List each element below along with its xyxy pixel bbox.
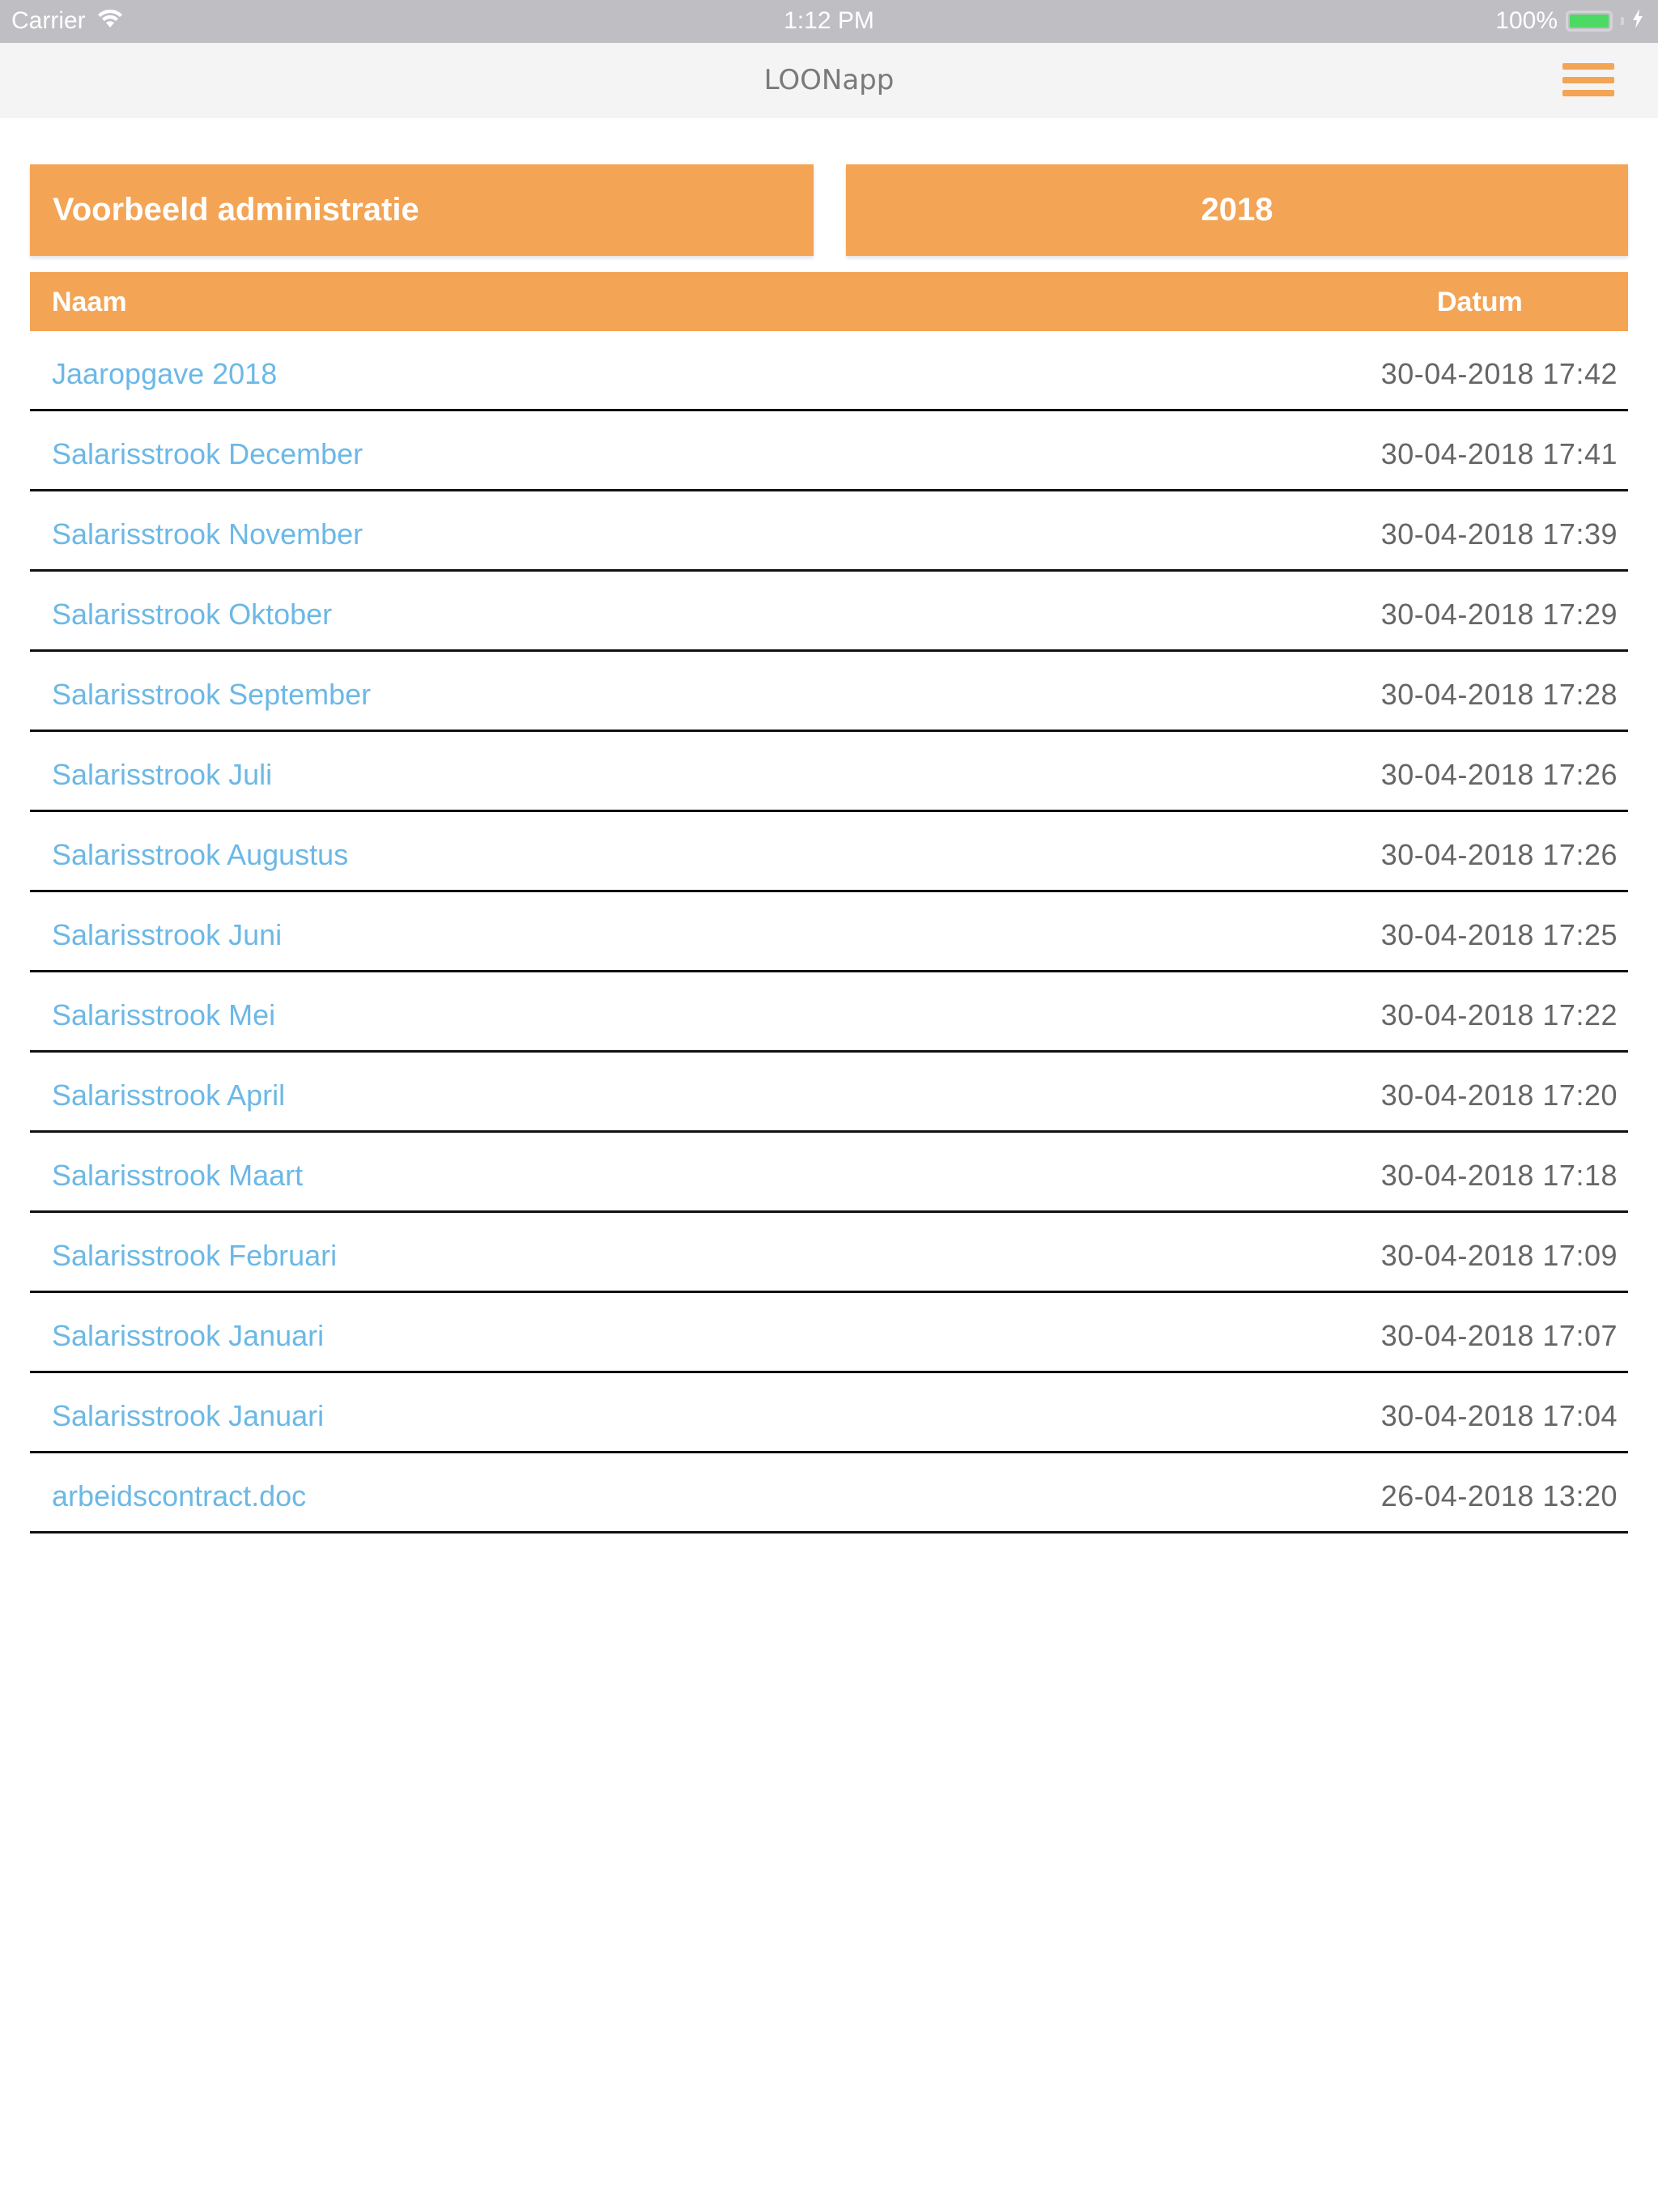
document-date: 30-04-2018 17:28 bbox=[1380, 678, 1618, 711]
table-row[interactable] bbox=[30, 652, 1628, 732]
document-date: 30-04-2018 17:29 bbox=[1380, 598, 1618, 631]
battery-group bbox=[1495, 7, 1643, 35]
document-date: 30-04-2018 17:20 bbox=[1380, 1078, 1618, 1112]
app-title: LOONapp bbox=[763, 64, 895, 96]
document-name[interactable]: Salarisstrook Juni bbox=[52, 918, 283, 951]
document-name[interactable]: Jaaropgave 2018 bbox=[52, 357, 278, 390]
document-date: 30-04-2018 17:26 bbox=[1380, 838, 1618, 871]
battery-nub bbox=[1621, 17, 1624, 25]
column-header-name[interactable]: Naam bbox=[52, 287, 127, 317]
document-name[interactable]: Salarisstrook November bbox=[52, 517, 363, 551]
table-row[interactable] bbox=[30, 331, 1628, 411]
table-row[interactable] bbox=[30, 1213, 1628, 1293]
table-row[interactable] bbox=[30, 1373, 1628, 1453]
table-row[interactable] bbox=[30, 491, 1628, 572]
navigation-bar bbox=[0, 43, 1658, 118]
hamburger-menu-icon[interactable] bbox=[1562, 63, 1615, 99]
document-name[interactable]: Salarisstrook Januari bbox=[52, 1319, 325, 1352]
document-name[interactable]: Salarisstrook Oktober bbox=[52, 598, 333, 631]
table-row[interactable] bbox=[30, 1453, 1628, 1534]
document-name[interactable]: Salarisstrook September bbox=[52, 678, 372, 711]
document-date: 30-04-2018 17:41 bbox=[1380, 437, 1618, 470]
document-name[interactable]: Salarisstrook Maart bbox=[52, 1159, 304, 1192]
document-date: 26-04-2018 13:20 bbox=[1380, 1479, 1618, 1512]
bolt-icon bbox=[1632, 7, 1643, 35]
document-list bbox=[30, 331, 1628, 1534]
table-row[interactable] bbox=[30, 972, 1628, 1053]
table-row[interactable] bbox=[30, 1133, 1628, 1213]
document-date: 30-04-2018 17:18 bbox=[1380, 1159, 1618, 1192]
table-header bbox=[30, 272, 1628, 331]
document-name[interactable]: Salarisstrook Juli bbox=[52, 758, 273, 791]
document-date: 30-04-2018 17:42 bbox=[1380, 357, 1618, 390]
carrier-label: Carrier bbox=[11, 7, 86, 34]
document-date: 30-04-2018 17:39 bbox=[1380, 517, 1618, 551]
column-header-date[interactable]: Datum bbox=[1437, 287, 1523, 317]
table-row[interactable] bbox=[30, 1293, 1628, 1373]
document-name[interactable]: arbeidscontract.doc bbox=[52, 1479, 307, 1512]
document-name[interactable]: Salarisstrook Augustus bbox=[52, 838, 349, 871]
table-row[interactable] bbox=[30, 572, 1628, 652]
document-date: 30-04-2018 17:25 bbox=[1380, 918, 1618, 951]
document-name[interactable]: Salarisstrook Januari bbox=[52, 1399, 325, 1432]
document-name[interactable]: Salarisstrook December bbox=[52, 437, 363, 470]
status-bar bbox=[0, 0, 1658, 43]
document-name[interactable]: Salarisstrook Mei bbox=[52, 998, 276, 1032]
battery-full-icon bbox=[1566, 11, 1613, 32]
table-row[interactable] bbox=[30, 411, 1628, 491]
document-date: 30-04-2018 17:09 bbox=[1380, 1239, 1618, 1272]
document-date: 30-04-2018 17:07 bbox=[1380, 1319, 1618, 1352]
administration-selector[interactable]: Voorbeeld administratie bbox=[30, 164, 814, 256]
table-row[interactable] bbox=[30, 812, 1628, 892]
clock: 1:12 PM bbox=[784, 7, 874, 34]
battery-percent: 100% bbox=[1495, 7, 1558, 34]
year-selector[interactable]: 2018 bbox=[846, 164, 1628, 256]
table-row[interactable] bbox=[30, 892, 1628, 972]
document-name[interactable]: Salarisstrook Februari bbox=[52, 1239, 338, 1272]
table-row[interactable] bbox=[30, 732, 1628, 812]
table-row[interactable] bbox=[30, 1053, 1628, 1133]
document-date: 30-04-2018 17:04 bbox=[1380, 1399, 1618, 1432]
document-date: 30-04-2018 17:22 bbox=[1380, 998, 1618, 1032]
document-date: 30-04-2018 17:26 bbox=[1380, 758, 1618, 791]
document-name[interactable]: Salarisstrook April bbox=[52, 1078, 286, 1112]
